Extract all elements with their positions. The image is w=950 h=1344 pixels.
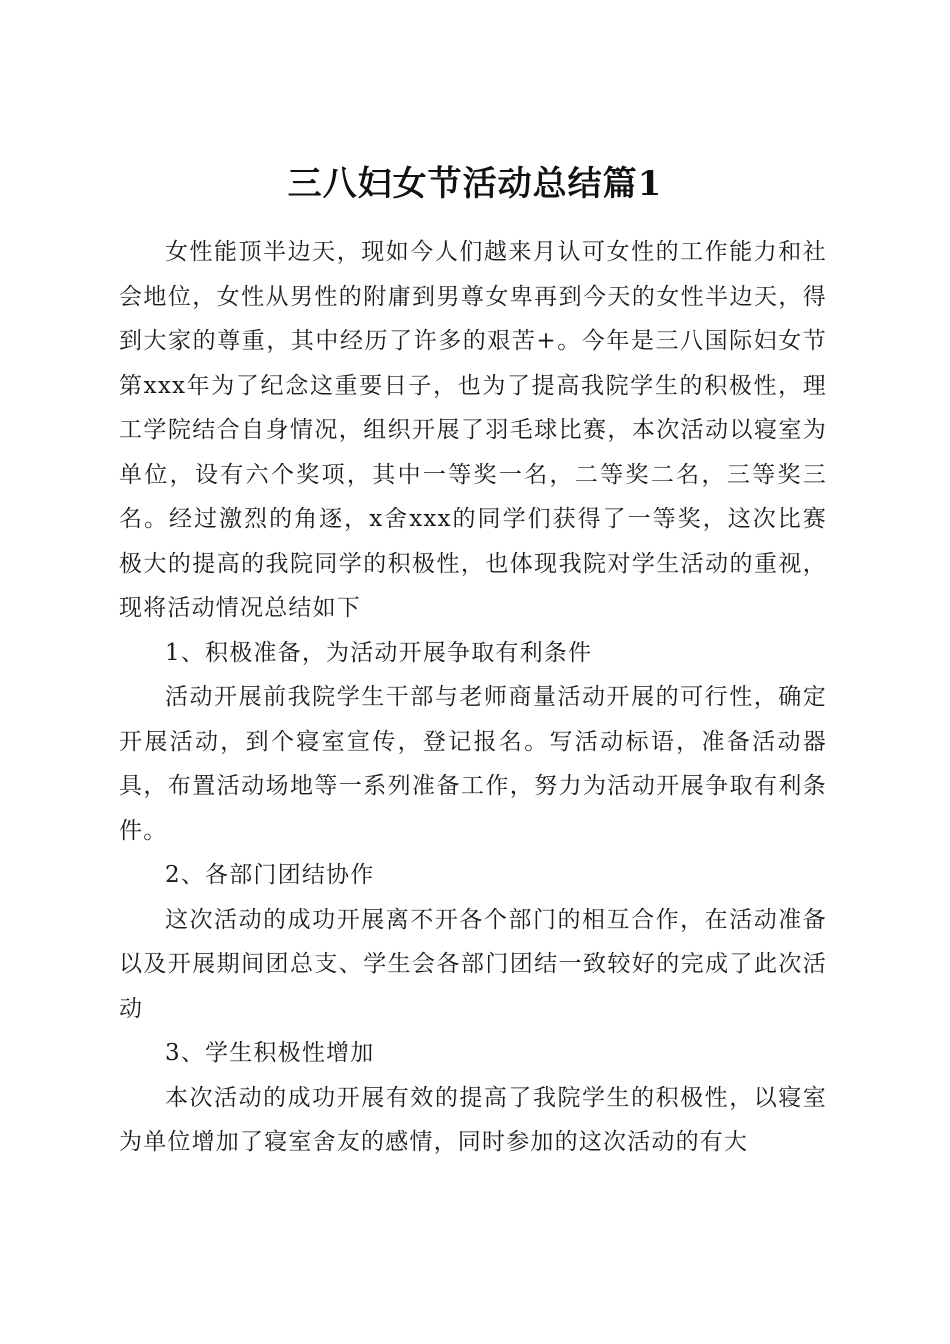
section-paragraph-1: 活动开展前我院学生干部与老师商量活动开展的可行性，确定开展活动，到个寝室宣传，登记报名。写活动标语，准备活动器具，布置活动场地等一系列准备工作，努力为活动开展争取有利条件。	[119, 684, 827, 844]
intro-paragraph: 女性能顶半边天，现如今人们越来月认可女性的工作能力和社会地位，女性从男性的附庸到男尊女卑再到今天的女性半边天，得到大家的尊重，其中经历了许多的艰苦+。今年是三八国际妇女节第xxx年为了纪念这重要日子，也为了提高我院学生的积极性，理工学院结合自身情况，组织开展了羽毛球比赛，本次活动以寝室为单位，设有六个奖项，其中一等奖一名，二等奖二名，三等奖三名。经过激烈的角逐，x舍xxx的同学们获得了一等奖，这次比赛极大的提高的我院同学的积极性，也体现我院对学生活动的重视，现将活动情况总结如下	[119, 239, 827, 621]
section-paragraph-2: 这次活动的成功开展离不开各个部门的相互合作，在活动准备以及开展期间团总支、学生会各部门团结一致较好的完成了此次活动	[119, 906, 827, 1022]
section-paragraph-3: 本次活动的成功开展有效的提高了我院学生的积极性，以寝室为单位增加了寝室舍友的感情，同时参加的这次活动的有大	[119, 1084, 827, 1155]
section-heading-1: 1、积极准备，为活动开展争取有利条件	[165, 639, 593, 666]
document-body	[119, 230, 827, 1165]
document-title: 三八妇女节活动总结篇1	[287, 163, 663, 204]
section-heading-3: 3、学生积极性增加	[165, 1040, 375, 1066]
section-heading-2: 2、各部门团结协作	[165, 862, 375, 888]
